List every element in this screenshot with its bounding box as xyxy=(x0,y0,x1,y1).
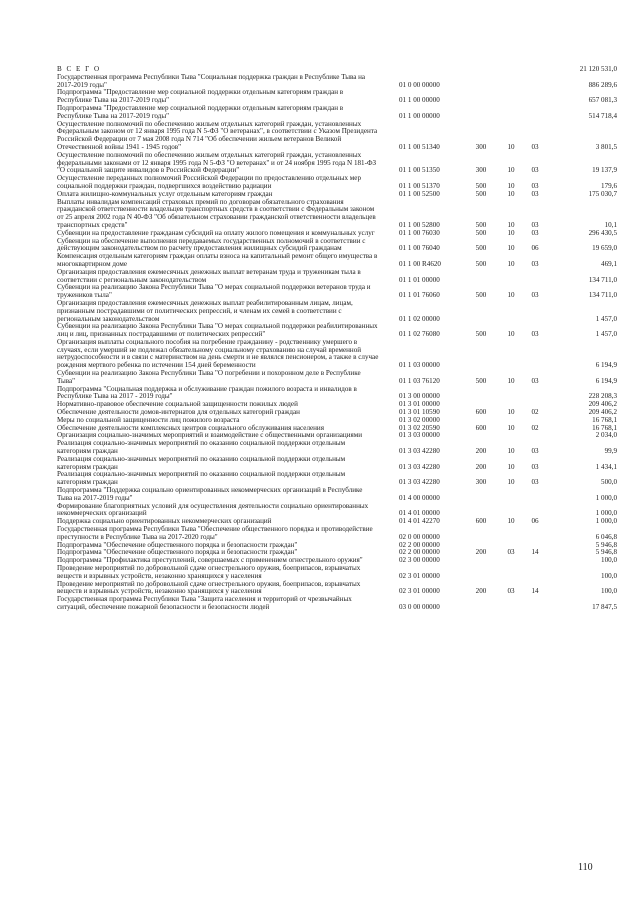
row-amount: 99,9 xyxy=(604,447,617,456)
row-section: 10 xyxy=(507,447,515,456)
row-name: Подпрограмма "Обеспечение общественного порядка и безопасности граждан" xyxy=(57,548,298,557)
row-code: 02 2 00 00000 xyxy=(399,540,440,549)
row-code: 01 1 00 52800 xyxy=(399,220,440,229)
row-name: Государственная программа Республики Тыва "Защита населения и территорий от чрезвычайных ситуаций, обеспечение пожарной безопасности и безопасности людей xyxy=(57,595,352,611)
row-code: 02 3 01 00000 xyxy=(399,571,440,580)
row-section: 03 xyxy=(507,587,515,596)
row-code: 01 1 00 00000 xyxy=(399,111,440,120)
row-name: Нормативно-правовое обеспечение социальной защищенности пожилых людей xyxy=(57,400,298,409)
row-amount: 6 194,9 xyxy=(595,361,617,370)
row-expense-type: 500 xyxy=(475,189,487,198)
row-section: 10 xyxy=(507,408,515,417)
row-section: 10 xyxy=(507,478,515,487)
row-name: Субвенции на обеспечение выполнения передаваемых государственных полномочий в соответствии с действующим законодательством по расчету предоставления жилищных субсидий гражданам xyxy=(57,236,366,253)
row-expense-type: 600 xyxy=(475,517,487,526)
table-row xyxy=(57,339,617,370)
table-row xyxy=(57,175,617,191)
row-name: Проведение мероприятий по добровольной сдаче огнестрельного оружия, боеприпасов, взрывчатых веществ и взрывных устройств, незаконно хранящихся у населения xyxy=(57,564,361,580)
row-subsection: 03 xyxy=(531,330,539,339)
row-amount: 175 030,7 xyxy=(588,189,617,198)
table-row xyxy=(57,300,617,323)
row-subsection: 03 xyxy=(531,228,539,237)
row-name: Обеспечение деятельности домов-интернатов для отдельных категорий граждан xyxy=(57,408,300,417)
row-amount: 5 946,8 xyxy=(595,540,617,549)
row-amount: 500,0 xyxy=(601,478,617,487)
row-code: 01 3 03 42280 xyxy=(399,478,440,487)
row-section: 10 xyxy=(507,244,515,253)
row-code: 01 1 02 76080 xyxy=(399,330,440,339)
row-amount: 1 000,0 xyxy=(595,517,617,526)
row-amount: 16 768,1 xyxy=(592,415,617,424)
table-row xyxy=(57,323,617,339)
row-name: Государственная программа Республики Тыва "Социальная поддержка граждан в Республике Тыва на 2017-2019 годы" xyxy=(57,72,366,89)
row-expense-type: 200 xyxy=(475,587,487,596)
row-name: Подпрограмма "Предоставление мер социальной поддержки отдельным категориям граждан в Республике Тыва на 2017-2019 годы" xyxy=(57,103,344,120)
row-expense-type: 200 xyxy=(475,548,487,557)
row-expense-type: 300 xyxy=(475,166,487,175)
row-code: 02 0 00 00000 xyxy=(399,532,440,541)
row-name: Подпрограмма "Обеспечение общественного порядка и безопасности граждан" xyxy=(57,540,298,549)
table-row xyxy=(57,487,617,503)
row-subsection: 06 xyxy=(531,244,539,253)
row-expense-type: 500 xyxy=(475,181,487,190)
row-subsection: 03 xyxy=(531,447,539,456)
row-name: Реализация социально-значимых мероприятий по оказанию социальной поддержки отдельным категориям граждан xyxy=(57,439,346,456)
row-amount: 10,1 xyxy=(604,220,617,229)
row-code: 01 4 01 00000 xyxy=(399,509,440,518)
row-subsection: 03 xyxy=(531,291,539,300)
table-row xyxy=(57,596,617,612)
table-row xyxy=(57,253,617,269)
budget-table xyxy=(57,66,617,612)
row-name: Реализация социально-значимых мероприятий по оказанию социальной поддержки отдельным категориям граждан xyxy=(57,470,346,487)
row-expense-type: 500 xyxy=(475,330,487,339)
row-name: Государственная программа Республики Тыва "Обеспечение общественного порядка и противодействие преступности в Республике Тыва на 2017-2020 годы" xyxy=(57,525,373,541)
row-section: 10 xyxy=(507,181,515,190)
row-amount: 296 430,5 xyxy=(588,228,617,237)
row-subsection: 03 xyxy=(531,376,539,385)
row-subsection: 03 xyxy=(531,478,539,487)
row-amount: 19 659,0 xyxy=(592,244,617,253)
row-expense-type: 600 xyxy=(475,408,487,417)
row-name: Выплаты инвалидам компенсаций страховых премий по договорам обязательного страхования гражданской ответственности владельцев транспортных средств в соответствии с Федеральным законом от 25 апреля 2002 года N 40-ФЗ "Об обязательном страховании гражданской ответственности владельцев транспортных средств" xyxy=(57,197,376,229)
row-amount: 100,0 xyxy=(601,571,617,580)
row-section: 10 xyxy=(507,517,515,526)
row-amount: 17 847,5 xyxy=(592,602,617,611)
row-code: 03 0 00 00000 xyxy=(399,602,440,611)
row-name: Подпрограмма "Профилактика преступлений, совершаемых с применением огнестрельного оружия" xyxy=(57,556,363,565)
row-subsection: 14 xyxy=(531,548,539,557)
row-name: Субвенции на реализацию Закона Республики Тыва "О мерах социальной поддержки реабилитированных лиц и лиц, признанных пострадавшими от политических репрессий" xyxy=(57,322,378,339)
row-amount: 100,0 xyxy=(601,556,617,565)
table-row xyxy=(57,238,617,254)
row-amount: 5 946,8 xyxy=(595,548,617,557)
row-code: 01 1 00 76030 xyxy=(399,228,440,237)
row-section: 03 xyxy=(507,548,515,557)
row-expense-type: 600 xyxy=(475,423,487,432)
row-name: Оплата жилищно-коммунальных услуг отдельным категориям граждан xyxy=(57,189,273,198)
row-expense-type: 200 xyxy=(475,447,487,456)
row-subsection: 03 xyxy=(531,181,539,190)
row-name: Реализация социально-значимых мероприятий по оказанию социальной поддержки отдельным категориям граждан xyxy=(57,454,346,471)
table-row xyxy=(57,74,617,90)
row-code: 01 1 00 00000 xyxy=(399,96,440,105)
row-name: Субвенции на реализацию Закона Республики Тыва "О мерах социальной поддержки ветеранов труда и тружеников тыла" xyxy=(57,283,371,300)
row-expense-type: 500 xyxy=(475,291,487,300)
row-name: Организация предоставления ежемесячных денежных выплат ветеранам труда и труженикам тыла в соответствии с региональным законодательством xyxy=(57,267,361,284)
row-amount: 19 137,9 xyxy=(592,166,617,175)
row-amount: 1 457,0 xyxy=(595,330,617,339)
row-section: 10 xyxy=(507,259,515,268)
table-row xyxy=(57,565,617,581)
row-code: 02 3 00 00000 xyxy=(399,556,440,565)
row-code: 01 1 01 00000 xyxy=(399,275,440,284)
row-subsection: 02 xyxy=(531,408,539,417)
row-code: 01 4 00 00000 xyxy=(399,493,440,502)
row-name: Подпрограмма "Предоставление мер социальной поддержки отдельным категориям граждан в Республике Тыва на 2017-2019 годы" xyxy=(57,88,344,105)
row-name: Организация социально-значимых мероприятий и взаимодействие с общественными организациями xyxy=(57,431,363,440)
row-code: 01 1 02 00000 xyxy=(399,314,440,323)
row-name: Организация выплаты социального пособия на погребение гражданину - родственнику умершего в случаях, если умерший не подлежал обязательному социальному страхованию на случай временной нетрудоспособности и в связи с материнством на день смерти и не являлся пенсионером, а также в случае рождения мертвого ребенка по истечении 154 дней беременности xyxy=(57,337,379,370)
row-amount: 100,0 xyxy=(601,587,617,596)
table-row xyxy=(57,370,617,386)
row-expense-type: 500 xyxy=(475,376,487,385)
row-amount: 1 000,0 xyxy=(595,493,617,502)
row-name: В С Е Г О xyxy=(57,65,101,73)
row-amount: 3 801,5 xyxy=(595,142,617,151)
table-row xyxy=(57,269,617,285)
row-name: Обеспечение деятельности комплексных центров социального обслуживания населения xyxy=(57,423,324,432)
row-name: Осуществление полномочий по обеспечению жильем отдельных категорий граждан, установленных Федеральным законом от 12 января 1995 года N 5-ФЗ "О ветеранах", в соответствии с Указом Президента Российской Федерации от 7 мая 2008 года N 714 "Об обеспечении жильем ветеранов Великой Отечественной войны 1941 - 1945 годов" xyxy=(57,119,378,151)
table-row xyxy=(57,199,617,230)
row-code: 02 3 01 00000 xyxy=(399,587,440,596)
row-amount: 21 120 531,0 xyxy=(579,65,617,73)
row-code: 01 1 00 51370 xyxy=(399,181,440,190)
row-name: Подпрограмма "Поддержка социально ориентированных некоммерческих организаций в Республике Тыва на 2017-2019 годы" xyxy=(57,486,363,502)
row-expense-type: 500 xyxy=(475,259,487,268)
row-code: 01 0 00 00000 xyxy=(399,80,440,89)
row-subsection: 03 xyxy=(531,462,539,471)
row-amount: 6 194,9 xyxy=(595,376,617,385)
row-subsection: 03 xyxy=(531,220,539,229)
row-code: 01 3 01 10590 xyxy=(399,408,440,417)
table-row xyxy=(57,152,617,175)
row-code: 01 1 03 76120 xyxy=(399,376,440,385)
row-amount: 134 711,0 xyxy=(588,291,617,300)
row-expense-type: 200 xyxy=(475,462,487,471)
row-amount: 514 718,4 xyxy=(588,111,617,120)
row-subsection: 03 xyxy=(531,189,539,198)
row-section: 10 xyxy=(507,220,515,229)
row-expense-type: 500 xyxy=(475,244,487,253)
row-expense-type: 300 xyxy=(475,142,487,151)
row-section: 10 xyxy=(507,228,515,237)
row-amount: 1 434,1 xyxy=(595,462,617,471)
table-row xyxy=(57,89,617,105)
row-amount: 469,1 xyxy=(601,259,617,268)
row-name: Организация предоставления ежемесячных денежных выплат реабилитированным лицам, лицам, признанным пострадавшими от политических репрессий, и членам их семей в соответствии с региональным законодательством xyxy=(57,298,353,323)
row-code: 01 1 00 52500 xyxy=(399,189,440,198)
row-expense-type: 500 xyxy=(475,228,487,237)
table-row xyxy=(57,503,617,519)
row-subsection: 06 xyxy=(531,517,539,526)
row-amount: 209 406,2 xyxy=(588,400,617,409)
row-amount: 228 208,3 xyxy=(588,392,617,401)
row-code: 01 3 03 42280 xyxy=(399,447,440,456)
row-amount: 1 457,0 xyxy=(595,314,617,323)
row-expense-type: 500 xyxy=(475,220,487,229)
page-number: 110 xyxy=(578,862,593,873)
row-code: 01 3 03 00000 xyxy=(399,431,440,440)
row-name: Осуществление полномочий по обеспечению жильем отдельных категорий граждан, установленных федеральными законами от 12 января 1995 года N 5-ФЗ "О ветеранах" и от 24 ноября 1995 года N 181-ФЗ "О социальной защите инвалидов в Российской Федерации" xyxy=(57,150,377,175)
row-name: Осуществление переданных полномочий Российской Федерации по предоставлению отдельных мер социальной поддержки граждан, подвергшихся воздействию радиации xyxy=(57,174,361,190)
row-name: Компенсация отдельным категориям граждан оплаты взноса на капитальный ремонт общего имущества в многоквартирном доме xyxy=(57,252,378,268)
table-row xyxy=(57,456,617,472)
row-amount: 2 034,0 xyxy=(595,431,617,440)
row-amount: 134 711,0 xyxy=(588,275,617,284)
row-code: 01 1 03 00000 xyxy=(399,361,440,370)
row-name: Субвенции на предоставление гражданам субсидий на оплату жилого помещения и коммунальных услуг xyxy=(57,228,375,237)
table-row xyxy=(57,526,617,542)
row-name: Субвенции на реализацию Закона Республики Тыва "О погребении и похоронном деле в Республике Тыва" xyxy=(57,369,361,385)
row-amount: 657 081,3 xyxy=(588,96,617,105)
row-subsection: 03 xyxy=(531,166,539,175)
row-section: 10 xyxy=(507,291,515,300)
table-row xyxy=(57,105,617,121)
row-subsection: 03 xyxy=(531,259,539,268)
row-name: Меры по социальной защищенности лиц пожилого возраста xyxy=(57,415,240,424)
row-name: Поддержка социально ориентированных некоммерческих организаций xyxy=(57,517,272,526)
table-row xyxy=(57,471,617,487)
row-code: 01 3 02 20590 xyxy=(399,423,440,432)
row-section: 10 xyxy=(507,376,515,385)
row-code: 01 1 01 76060 xyxy=(399,291,440,300)
row-code: 02 2 00 00000 xyxy=(399,548,440,557)
row-name: Формирование благоприятных условий для осуществления деятельности социально ориентированных некоммерческих организаций xyxy=(57,501,369,518)
row-section: 10 xyxy=(507,142,515,151)
row-code: 01 3 03 42280 xyxy=(399,462,440,471)
row-name: Проведение мероприятий по добровольной сдаче огнестрельного оружия, боеприпасов, взрывчатых веществ и взрывных устройств, незаконно хранящихся у населения xyxy=(57,579,361,596)
row-amount: 886 289,6 xyxy=(588,80,617,89)
table-row xyxy=(57,284,617,300)
row-section: 10 xyxy=(507,189,515,198)
row-amount: 209 406,2 xyxy=(588,408,617,417)
row-expense-type: 300 xyxy=(475,478,487,487)
row-code: 01 3 01 00000 xyxy=(399,400,440,409)
row-section: 10 xyxy=(507,330,515,339)
row-code: 01 4 01 42270 xyxy=(399,517,440,526)
row-section: 10 xyxy=(507,166,515,175)
row-code: 01 1 00 76040 xyxy=(399,244,440,253)
row-code: 01 1 00 51340 xyxy=(399,142,440,151)
row-subsection: 14 xyxy=(531,587,539,596)
row-code: 01 1 00 51350 xyxy=(399,166,440,175)
row-amount: 1 000,0 xyxy=(595,509,617,518)
row-amount: 6 046,8 xyxy=(595,532,617,541)
table-row xyxy=(57,581,617,597)
table-row xyxy=(57,121,617,152)
table-row xyxy=(57,440,617,456)
table-row xyxy=(57,386,617,402)
row-code: 01 3 02 00000 xyxy=(399,415,440,424)
row-code: 01 1 00 R4620 xyxy=(399,259,441,268)
row-section: 10 xyxy=(507,462,515,471)
row-section: 10 xyxy=(507,423,515,432)
row-subsection: 02 xyxy=(531,423,539,432)
row-name: Подпрограмма "Социальная поддержка и обслуживание граждан пожилого возраста и инвалидов в Республике Тыва на 2017 - 2019 годы" xyxy=(57,384,357,401)
row-amount: 179,6 xyxy=(601,181,617,190)
row-subsection: 03 xyxy=(531,142,539,151)
row-amount: 16 768,1 xyxy=(592,423,617,432)
row-code: 01 3 00 00000 xyxy=(399,392,440,401)
